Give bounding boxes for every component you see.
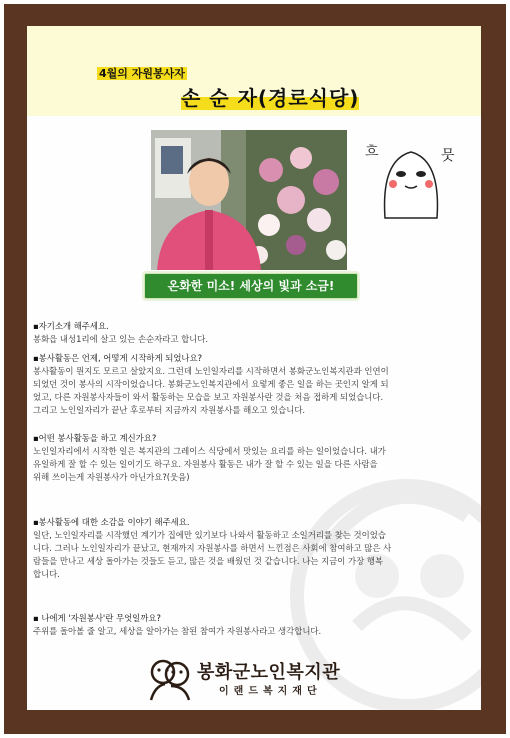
answer-line: 었고, 다른 자원봉사자들이 와서 활동하는 모습을 보고 자원봉사란 것을 처음 접하게 되었습니다. [33,392,384,402]
answer-line: 되었던 것이 봉사의 시작이었습니다. 봉화군노인복지관에서 요렇게 좋은 일을 하는 곳인지 알게 되 [33,379,389,389]
sticker-left-char: 흐 [365,144,379,160]
qa-item [33,432,469,484]
sticker-right-char: 뭇 [441,148,455,164]
question: ▪ 나에게 '자원봉사'란 무엇일까요? [33,613,161,623]
answer [33,365,469,417]
answer [33,333,469,346]
answer-line: 그리고 노인일자리가 끝난 후로부터 지금까지 자원봉사를 해오고 있습니다. [33,405,306,415]
smiling-character-sticker [363,130,459,220]
elderly-couple-logo-icon [145,656,193,702]
answer-line: 위해 쓰이는게 자원봉사가 아닌가요?(웃음) [33,472,190,482]
organization-logo [145,656,365,704]
volunteer-photo [151,130,347,270]
answer-line: 일단, 노인일자리를 시작했던 계기가 집에만 있기보다 나와서 활동하고 소일거리를 찾는 것이었습 [33,530,386,540]
newsletter-page [27,26,481,710]
answer-line: 봉사활동이 뭔지도 모르고 살았지요. 그런데 노인일자리를 시작하면서 봉화군노인복지관과 인연이 [33,366,389,376]
answer-line: 노인일자리에서 시작한 일은 복지관의 그레이스 식당에서 맛있는 요리를 하는 일이었습니다. 내가 [33,446,386,456]
question: ▪봉사활동은 언제, 어떻게 시작하게 되었나요? [33,353,203,363]
volunteer-name-title: 손 순 자(경로식당) [181,86,360,110]
question: ▪자기소개 해주세요. [33,321,109,331]
qa-item [33,352,469,417]
logo-title: 봉화군노인복지관 [197,662,341,683]
logo-subtitle: 이랜드복지재단 [219,686,322,697]
answer-line: 니다. 그러나 노인일자리가 끝났고, 현재까지 자원봉사를 하면서 느낀점은 사회에 참여하고 많은 사 [33,543,392,553]
answer-line: 합니다. [33,569,60,579]
answer-line: 봉화읍 내성1리에 살고 있는 손순자라고 합니다. [33,334,209,344]
answer-line: 람들을 만나고 세상 돌아가는 것들도 듣고, 많은 것을 배웠던 것 같습니다. 나는 지금이 가장 행복 [33,556,384,566]
answer [33,445,469,484]
month-label: 4월의 자원봉사자 [99,67,185,80]
qa-item [33,320,469,346]
answer-line: 유일하게 잘 할 수 있는 일이기도 하구요. 자원봉사 활동은 내가 잘 할 수 있는 일을 다른 사람을 [33,459,378,469]
answer-line: 주위를 돌아볼 줄 알고, 세상을 알아가는 참된 참여가 자원봉사라고 생각합니다. [33,626,322,636]
question: ▪어떤 봉사활동을 하고 계신가요? [33,433,157,443]
answer [33,625,469,638]
answer [33,529,469,581]
slogan-banner: 온화한 미소! 세상의 빛과 소금! [144,273,358,299]
qa-item [33,516,469,581]
question: ▪봉사활동에 대한 소감을 이야기 해주세요. [33,517,190,527]
qa-item [33,612,469,638]
